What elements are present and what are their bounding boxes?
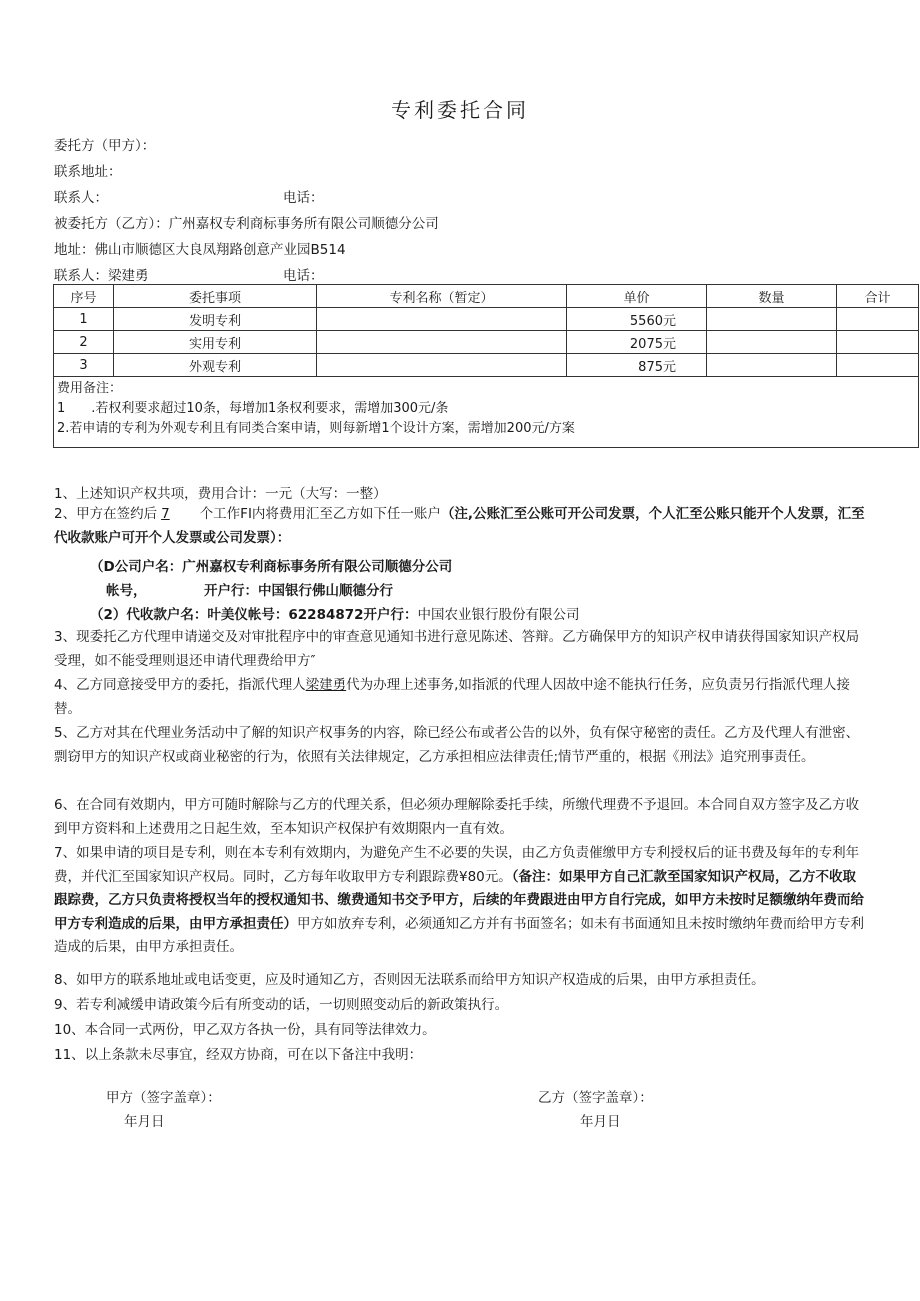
table-row bbox=[54, 331, 919, 354]
party-a-signature-date: 年月日 bbox=[124, 1114, 165, 1130]
clause-6: 6、在合同有效期内，甲方可随时解除与乙方的代理关系，但必须办理解除委托手续，所缴代理费不予退回。本合同自双方签字及乙方收到甲方资料和上述费用之日起生效，至本知识产权保护有效期限内一直有效。 bbox=[54, 797, 860, 837]
account-2-name: （2）代收款户名：叶美仪帐号：62284872开户行： bbox=[90, 607, 418, 623]
clause-2-start: 2、甲方在签约后 bbox=[54, 506, 158, 522]
clause-2-note: （注,公账汇至公账可开公司发票，个人汇至公账只能开个人发票，汇至代收款账户可开个人发票或公司发票）： bbox=[54, 506, 865, 546]
party-a-address-label: 联系地址： bbox=[54, 164, 122, 180]
row-total bbox=[837, 331, 919, 354]
party-b-signature-date: 年月日 bbox=[580, 1114, 621, 1130]
clause-8: 8、如甲方的联系地址或电话变更，应及时通知乙方，否则因无法联系而给甲方知识产权造成的后果，由甲方承担责任。 bbox=[54, 972, 765, 988]
header-total: 合计 bbox=[837, 285, 919, 308]
row-price: 875元 bbox=[567, 354, 707, 377]
party-b-contact: 联系人：梁建勇 bbox=[54, 268, 149, 284]
row-total bbox=[837, 308, 919, 331]
party-a-phone-label: 电话： bbox=[283, 190, 324, 206]
clause-2 bbox=[54, 503, 869, 550]
clause-5: 5、乙方对其在代理业务活动中了解的知识产权事务的内容，除已经公布或者公告的以外，负有保守秘密的责任。乙方及代理人有泄密、剽窃甲方的知识产权或商业秘密的行为，依照有关法律规定，乙方承担相应法律责任;情节严重的，根据《刑法》追究刑事责任。 bbox=[54, 725, 860, 765]
clause-2-mid: 个工作FI内将费用汇至乙方如下任一账户 bbox=[199, 506, 441, 522]
account-2 bbox=[90, 603, 580, 623]
party-b-phone-label: 电话： bbox=[283, 268, 324, 284]
header-name: 专利名称（暂定） bbox=[317, 285, 567, 308]
header-price: 单价 bbox=[567, 285, 707, 308]
clause-7-end: 甲方如放弃专利，必须通知乙方并有书面签名；如未有书面通知且未按时缴纳年费而给甲方专利造成的后果，由甲方承担责任。 bbox=[54, 915, 864, 955]
fee-notes-title: 费用备注： bbox=[57, 381, 123, 396]
clause-3: 3、现委托乙方代理申请递交及对审批程序中的审查意见通知书进行意见陈述、答辩。乙方确保甲方的知识产权申请获得国家知识产权局受理，如不能受理则退还申请代理费给甲方″ bbox=[54, 629, 860, 669]
row-name bbox=[317, 308, 567, 331]
account-1-bank: 开户行：中国银行佛山顺德分行 bbox=[204, 583, 393, 599]
row-qty bbox=[707, 354, 837, 377]
party-a-label: 委托方（甲方）： bbox=[54, 138, 156, 154]
clause-1: 1、上述知识产权共项，费用合计：一元（大写：一整） bbox=[54, 486, 387, 502]
row-total bbox=[837, 354, 919, 377]
table-row bbox=[54, 308, 919, 331]
row-qty bbox=[707, 308, 837, 331]
account-2-bank: 中国农业银行股份有限公司 bbox=[417, 607, 580, 623]
header-no: 序号 bbox=[54, 285, 114, 308]
party-b-signature-label: 乙方（签字盖章）： bbox=[538, 1090, 653, 1106]
page-title: 专利委托合同 bbox=[391, 98, 529, 122]
table-row bbox=[54, 354, 919, 377]
clause-7-note: （备注：如果甲方自己汇款至国家知识产权局，乙方不收取跟踪费，乙方只负责将授权当年的授权通知书、缴费通知书交予甲方，后续的年费跟进由甲方自行完成，如甲方未按时足额缴纳年费而给甲方专利造成的后果，由甲方承担责任） bbox=[54, 868, 864, 932]
account-1-name: （D公司户名：广州嘉权专利商标事务所有限公司顺德分公司 bbox=[90, 559, 453, 575]
party-b-address: 地址：佛山市顺德区大良凤翔路创意产业园B514 bbox=[54, 242, 346, 258]
row-qty bbox=[707, 331, 837, 354]
fee-note-1: 1 .若权利要求超过10条，每增加1条权利要求，需增加300元/条 bbox=[57, 401, 449, 416]
party-b-line: 被委托方（乙方）：广州嘉权专利商标事务所有限公司顺德分公司 bbox=[54, 216, 439, 232]
clause-4-end: 代为办理上述事务,如指派的代理人因故中途不能执行任务，应负责另行指派代理人接替。 bbox=[54, 677, 850, 717]
party-a-signature-label: 甲方（签字盖章）： bbox=[106, 1090, 221, 1106]
row-item: 外观专利 bbox=[114, 354, 317, 377]
clause-11: 11、以上条款未尽事宜，经双方协商，可在以下备注中我明： bbox=[54, 1047, 423, 1063]
row-price: 2075元 bbox=[567, 331, 707, 354]
account-1-number: 帐号， bbox=[106, 583, 147, 599]
clause-7 bbox=[54, 842, 869, 960]
clause-2-days: 7 bbox=[161, 506, 170, 522]
clause-4-agent: 梁建勇 bbox=[305, 677, 347, 693]
row-item: 发明专利 bbox=[114, 308, 317, 331]
clause-9: 9、若专利减缓申请政策今后有所变动的话，一切则照变动后的新政策执行。 bbox=[54, 997, 509, 1013]
row-no: 1 bbox=[54, 308, 114, 331]
row-name bbox=[317, 354, 567, 377]
clause-10: 10、本合同一式两份，甲乙双方各执一份，具有同等法律效力。 bbox=[54, 1022, 436, 1038]
row-price: 5560元 bbox=[567, 308, 707, 331]
clause-7-start: 7、如果申请的项目是专利，则在本专利有效期内，为避免产生不必要的失误，由乙方负责催缴甲方专利授权后的证书费及每年的专利年费，并代汇至国家知识产权局。同时，乙方每年收取甲方专利跟踪费¥80元。 bbox=[54, 845, 860, 885]
header-qty: 数量 bbox=[707, 285, 837, 308]
fee-notes-row bbox=[54, 377, 919, 448]
row-name bbox=[317, 331, 567, 354]
header-item: 委托事项 bbox=[114, 285, 317, 308]
row-no: 2 bbox=[54, 331, 114, 354]
fee-notes bbox=[54, 377, 919, 448]
fee-table bbox=[53, 284, 919, 448]
row-no: 3 bbox=[54, 354, 114, 377]
clause-4-start: 4、乙方同意接受甲方的委托，指派代理人 bbox=[54, 677, 306, 693]
clause-4 bbox=[54, 674, 869, 721]
row-item: 实用专利 bbox=[114, 331, 317, 354]
fee-note-2: 2.若申请的专利为外观专利且有同类合案申请，则每新增1个设计方案，需增加200元/方案 bbox=[57, 421, 575, 436]
party-a-contact-label: 联系人： bbox=[54, 190, 108, 206]
fee-table-header bbox=[54, 285, 919, 308]
